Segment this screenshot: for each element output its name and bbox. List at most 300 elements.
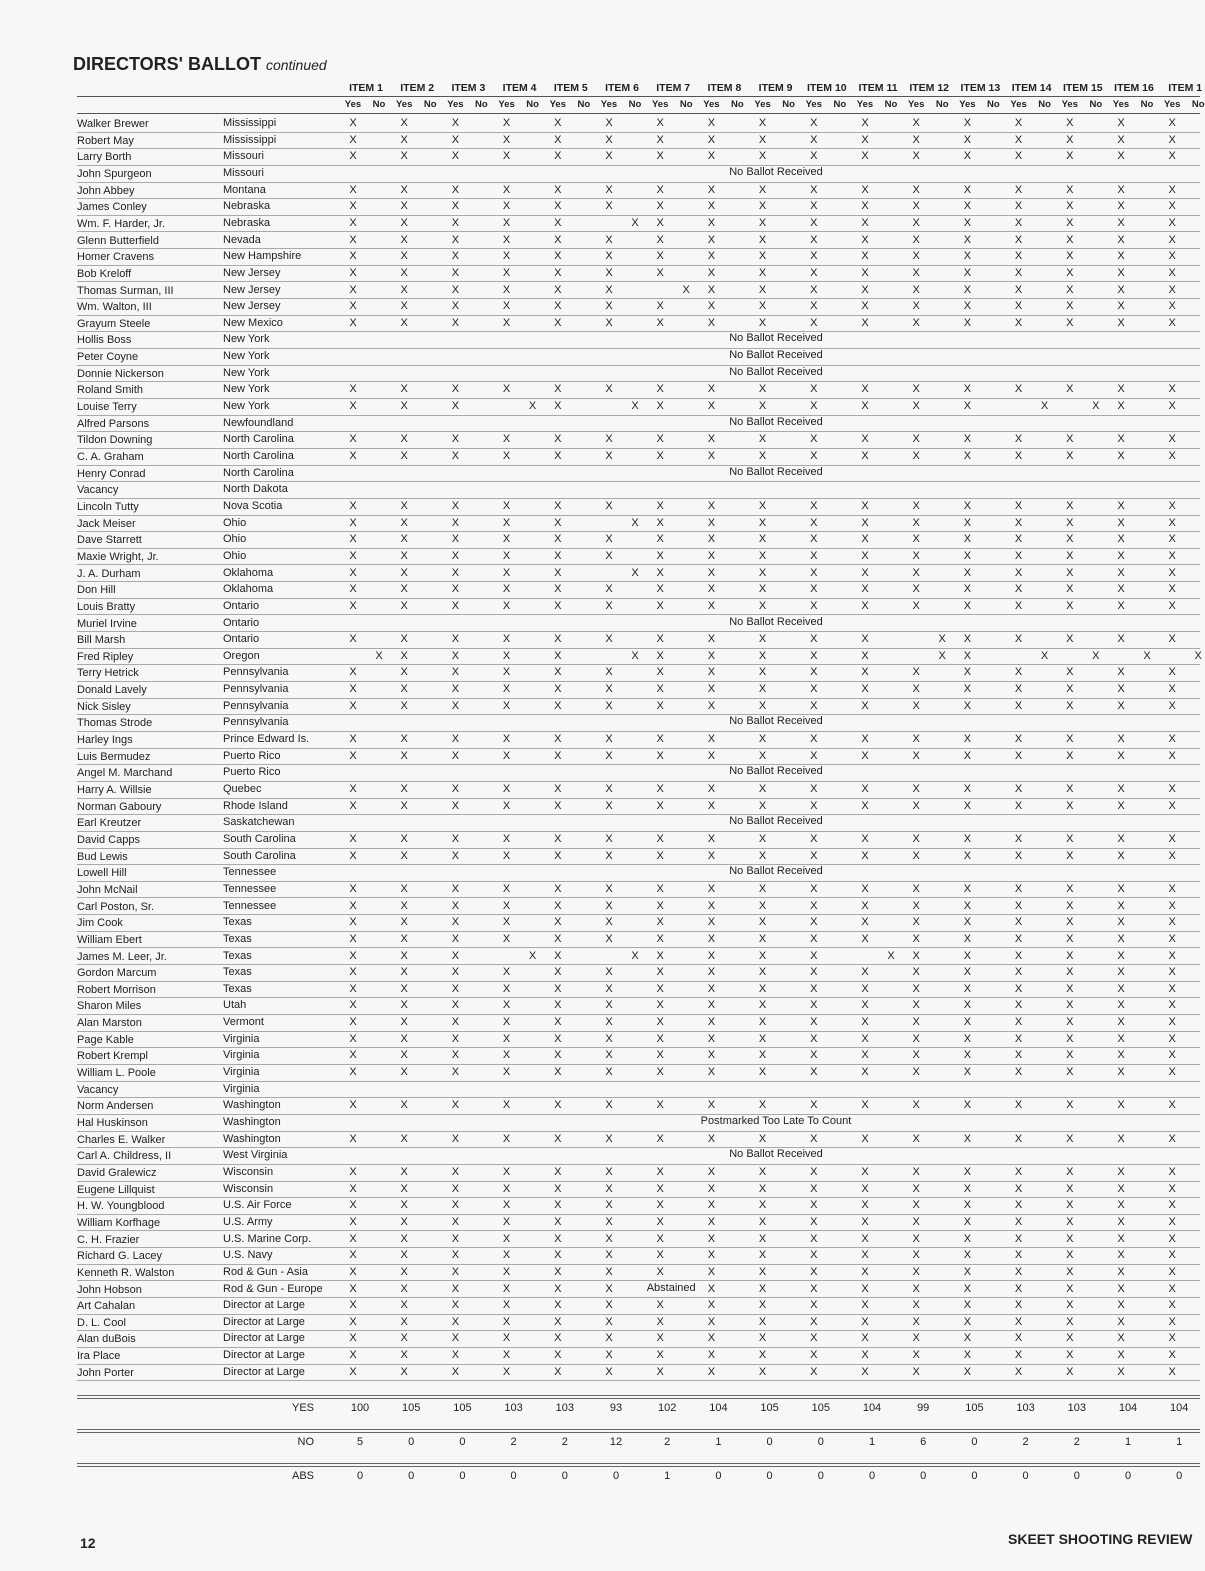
yes-mark: X xyxy=(400,383,408,396)
yes-header: Yes xyxy=(395,99,413,110)
yes-mark: X xyxy=(451,433,460,446)
yes-mark: X xyxy=(963,1215,972,1228)
yes-mark: X xyxy=(554,1032,562,1045)
yes-mark: X xyxy=(707,516,716,529)
yes-mark: X xyxy=(963,1265,972,1278)
director-state: U.S. Navy xyxy=(223,1249,273,1262)
yes-mark: X xyxy=(861,982,869,995)
yes-mark: X xyxy=(1014,183,1023,196)
yes-mark: X xyxy=(349,783,357,795)
yes-mark: X xyxy=(758,599,767,612)
yes-mark: X xyxy=(656,133,664,146)
yes-mark: X xyxy=(810,133,818,146)
yes-mark: X xyxy=(758,117,767,129)
yes-mark: X xyxy=(912,499,920,512)
yes-mark: X xyxy=(1066,799,1074,812)
total-value: 0 xyxy=(1176,1470,1183,1482)
yes-mark: X xyxy=(1117,549,1125,562)
yes-mark: X xyxy=(861,699,869,712)
yes-mark: X xyxy=(963,433,972,446)
yes-mark: X xyxy=(451,799,460,812)
totals-row xyxy=(0,1463,1200,1497)
yes-mark: X xyxy=(1014,799,1023,812)
yes-mark: X xyxy=(502,266,511,279)
yes-mark: X xyxy=(963,932,972,945)
yes-mark: X xyxy=(605,1265,613,1278)
yes-mark: X xyxy=(656,1016,664,1029)
yes-mark: X xyxy=(656,316,664,329)
yes-mark: X xyxy=(554,400,562,413)
yes-mark: X xyxy=(1014,633,1023,646)
no-header: No xyxy=(1140,99,1154,110)
yes-mark: X xyxy=(810,549,818,562)
yes-mark: X xyxy=(707,250,716,263)
yes-mark: X xyxy=(707,1049,716,1062)
yes-mark: X xyxy=(1168,117,1176,129)
yes-mark: X xyxy=(1014,1249,1023,1262)
yes-mark: X xyxy=(656,300,664,313)
yes-mark: X xyxy=(810,966,818,979)
yes-mark: X xyxy=(861,433,869,446)
total-value: 0 xyxy=(612,1470,620,1482)
yes-mark: X xyxy=(1168,966,1176,979)
yes-mark: X xyxy=(605,266,613,279)
yes-mark: X xyxy=(349,932,357,945)
yes-mark: X xyxy=(810,283,818,296)
director-state: Missouri xyxy=(223,150,264,163)
yes-mark: X xyxy=(502,1282,511,1295)
yes-mark: X xyxy=(810,849,818,862)
yes-mark: X xyxy=(810,666,818,679)
yes-mark: X xyxy=(605,1332,613,1345)
yes-mark: X xyxy=(1117,1282,1125,1295)
yes-mark: X xyxy=(605,799,613,812)
yes-mark: X xyxy=(758,1215,767,1228)
yes-mark: X xyxy=(912,849,920,862)
no-mark: X xyxy=(631,400,639,413)
director-name: Kenneth R. Walston xyxy=(77,1266,175,1279)
yes-mark: X xyxy=(1014,1099,1023,1112)
yes-mark: X xyxy=(1117,150,1125,163)
total-value: 0 xyxy=(920,1470,927,1482)
yes-mark: X xyxy=(502,1232,511,1245)
yes-mark: X xyxy=(656,783,664,795)
yes-mark: X xyxy=(707,916,716,929)
total-value: 2 xyxy=(1073,1436,1080,1448)
yes-mark: X xyxy=(963,1199,972,1212)
yes-mark: X xyxy=(758,533,767,546)
yes-mark: X xyxy=(912,916,920,929)
ballot-note: No Ballot Received xyxy=(729,332,823,345)
yes-mark: X xyxy=(810,250,818,263)
yes-mark: X xyxy=(1014,450,1023,462)
yes-mark: X xyxy=(912,932,920,945)
director-name: Hal Huskinson xyxy=(77,1117,148,1129)
yes-mark: X xyxy=(1117,1332,1125,1345)
director-name: Gordon Marcum xyxy=(77,967,157,980)
yes-mark: X xyxy=(1014,1049,1023,1062)
yes-mark: X xyxy=(605,1032,613,1045)
director-name: John Hobson xyxy=(77,1283,142,1296)
table-row xyxy=(0,765,1200,782)
yes-mark: X xyxy=(707,1282,716,1295)
yes-mark: X xyxy=(502,300,511,313)
yes-mark: X xyxy=(605,283,613,296)
abstained-mark: Abstained xyxy=(646,1281,696,1294)
yes-mark: X xyxy=(1117,1132,1125,1145)
yes-mark: X xyxy=(656,699,664,712)
yes-mark: X xyxy=(912,1132,920,1145)
yes-mark: X xyxy=(502,450,511,462)
yes-mark: X xyxy=(349,1165,357,1178)
item-header: ITEM 1 xyxy=(1168,82,1203,94)
yes-mark: X xyxy=(1066,1182,1074,1195)
yes-mark: X xyxy=(1014,499,1023,512)
yes-mark: X xyxy=(400,882,408,895)
yes-mark: X xyxy=(861,1349,869,1362)
yes-mark: X xyxy=(1117,450,1125,462)
yes-mark: X xyxy=(349,1099,357,1112)
yes-mark: X xyxy=(1066,200,1074,213)
yes-mark: X xyxy=(605,849,613,862)
table-row xyxy=(0,1048,1200,1065)
yes-mark: X xyxy=(554,1199,562,1212)
yes-mark: X xyxy=(400,516,408,529)
yes-mark: X xyxy=(400,1299,408,1312)
yes-mark: X xyxy=(1168,799,1176,812)
director-state: New York xyxy=(223,383,270,396)
yes-mark: X xyxy=(810,1132,818,1145)
yes-mark: X xyxy=(1117,799,1125,812)
yes-mark: X xyxy=(1014,266,1023,279)
yes-mark: X xyxy=(912,1032,920,1045)
director-state: Mississippi xyxy=(223,117,277,129)
yes-mark: X xyxy=(707,1232,716,1245)
director-state: Rod & Gun - Europe xyxy=(223,1282,323,1295)
yes-mark: X xyxy=(605,966,613,979)
table-row xyxy=(0,682,1200,699)
yes-mark: X xyxy=(810,649,818,662)
yes-mark: X xyxy=(554,1049,562,1062)
no-mark: X xyxy=(1194,649,1202,662)
yes-mark: X xyxy=(707,316,716,329)
yes-header: Yes xyxy=(1010,99,1027,110)
yes-mark: X xyxy=(451,1032,460,1045)
yes-mark: X xyxy=(707,583,716,596)
yes-mark: X xyxy=(861,117,869,129)
director-name: Bud Lewis xyxy=(77,850,128,863)
yes-mark: X xyxy=(1168,1182,1176,1195)
yes-mark: X xyxy=(1066,1016,1074,1029)
yes-mark: X xyxy=(1014,383,1023,396)
yes-mark: X xyxy=(400,200,408,213)
director-state: Tennessee xyxy=(223,882,277,895)
yes-mark: X xyxy=(656,117,664,129)
yes-mark: X xyxy=(810,1365,818,1378)
director-name: John Porter xyxy=(77,1366,134,1379)
table-row xyxy=(0,1215,1200,1232)
yes-mark: X xyxy=(451,266,460,279)
yes-mark: X xyxy=(554,266,562,279)
header-rule xyxy=(77,96,1200,97)
table-row xyxy=(0,899,1200,916)
director-state: Ohio xyxy=(223,549,247,562)
yes-mark: X xyxy=(810,1282,818,1295)
yes-mark: X xyxy=(1066,733,1074,746)
yes-mark: X xyxy=(1014,949,1023,962)
yes-mark: X xyxy=(656,266,664,279)
yes-mark: X xyxy=(810,183,818,196)
yes-mark: X xyxy=(1014,1265,1023,1278)
total-value: 0 xyxy=(817,1470,824,1482)
yes-mark: X xyxy=(1168,1016,1176,1029)
table-row xyxy=(0,1298,1200,1315)
yes-mark: X xyxy=(1014,666,1023,679)
yes-mark: X xyxy=(605,1182,613,1195)
yes-mark: X xyxy=(1066,1282,1074,1295)
director-name: James M. Leer, Jr. xyxy=(77,950,167,963)
yes-mark: X xyxy=(400,916,408,929)
no-mark: X xyxy=(1040,400,1049,413)
director-state: Ontario xyxy=(223,599,260,612)
yes-mark: X xyxy=(912,316,920,329)
yes-mark: X xyxy=(1014,1282,1023,1295)
yes-mark: X xyxy=(349,583,357,596)
yes-mark: X xyxy=(1168,1099,1176,1112)
yes-mark: X xyxy=(1117,882,1125,895)
yes-mark: X xyxy=(707,150,716,163)
table-row xyxy=(0,599,1200,616)
yes-mark: X xyxy=(451,1182,460,1195)
table-row xyxy=(0,799,1200,816)
yes-mark: X xyxy=(605,233,613,246)
director-name: Nick Sisley xyxy=(77,700,131,713)
yes-mark: X xyxy=(963,1282,972,1295)
no-header: No xyxy=(782,99,795,110)
no-header: No xyxy=(731,99,744,110)
yes-mark: X xyxy=(861,999,869,1012)
yes-header: Yes xyxy=(907,99,925,110)
yes-mark: X xyxy=(451,1016,460,1029)
yes-mark: X xyxy=(810,683,818,696)
total-value: 12 xyxy=(609,1436,623,1448)
director-name: Dave Starrett xyxy=(77,534,142,547)
yes-mark: X xyxy=(554,699,562,712)
yes-mark: X xyxy=(349,450,357,462)
yes-mark: X xyxy=(605,733,613,746)
yes-mark: X xyxy=(912,949,920,962)
item-header: ITEM 11 xyxy=(858,82,898,94)
yes-mark: X xyxy=(1117,516,1125,529)
yes-mark: X xyxy=(656,966,664,979)
yes-mark: X xyxy=(349,982,357,995)
yes-mark: X xyxy=(656,250,664,263)
yes-mark: X xyxy=(963,383,972,396)
yes-mark: X xyxy=(963,266,972,279)
yes-mark: X xyxy=(1168,300,1176,313)
ballot-note: No Ballot Received xyxy=(729,349,823,362)
director-state: Virginia xyxy=(223,1066,260,1079)
yes-mark: X xyxy=(451,383,460,396)
total-value: 105 xyxy=(965,1402,984,1414)
yes-mark: X xyxy=(1117,1032,1125,1045)
total-value: 93 xyxy=(609,1402,623,1414)
yes-mark: X xyxy=(707,849,716,862)
total-value: 2 xyxy=(510,1436,517,1448)
yes-mark: X xyxy=(605,316,613,329)
yes-mark: X xyxy=(1168,683,1176,696)
yes-mark: X xyxy=(810,932,818,945)
yes-mark: X xyxy=(1117,200,1125,213)
table-row xyxy=(0,482,1200,499)
yes-mark: X xyxy=(810,233,818,246)
director-state: Pennsylvania xyxy=(223,716,289,729)
director-name: David Capps xyxy=(77,833,140,846)
yes-mark: X xyxy=(810,117,818,129)
yes-mark: X xyxy=(1168,916,1176,929)
yes-mark: X xyxy=(349,1332,357,1345)
yes-mark: X xyxy=(400,283,408,296)
yes-mark: X xyxy=(502,749,511,762)
yes-mark: X xyxy=(1066,932,1074,945)
yes-mark: X xyxy=(861,1315,869,1328)
yes-mark: X xyxy=(605,1232,613,1245)
director-name: C. H. Frazier xyxy=(77,1233,140,1246)
item-header: ITEM 6 xyxy=(605,82,639,94)
yes-mark: X xyxy=(758,1365,767,1378)
yes-mark: X xyxy=(1014,733,1023,746)
yes-mark: X xyxy=(349,1049,357,1062)
yes-mark: X xyxy=(554,200,562,213)
table-row xyxy=(0,1365,1200,1382)
yes-mark: X xyxy=(349,799,357,812)
yes-mark: X xyxy=(758,932,767,945)
table-row xyxy=(0,832,1200,849)
yes-mark: X xyxy=(810,1215,818,1228)
yes-mark: X xyxy=(554,1365,562,1378)
yes-mark: X xyxy=(707,1066,716,1079)
yes-mark: X xyxy=(656,599,664,612)
yes-mark: X xyxy=(1066,450,1074,462)
yes-mark: X xyxy=(758,383,767,396)
director-state: New Jersey xyxy=(223,283,281,296)
total-value: 103 xyxy=(504,1402,523,1414)
yes-mark: X xyxy=(554,533,562,546)
yes-mark: X xyxy=(349,433,357,446)
yes-mark: X xyxy=(656,849,664,862)
director-state: Tennessee xyxy=(223,899,277,912)
yes-header: Yes xyxy=(1112,99,1130,110)
ballot-note: Postmarked Too Late To Count xyxy=(700,1115,852,1127)
director-name: Muriel Irvine xyxy=(77,617,137,630)
yes-mark: X xyxy=(554,283,562,296)
director-state: Director at Large xyxy=(223,1349,305,1362)
yes-mark: X xyxy=(861,316,869,329)
yes-mark: X xyxy=(861,283,869,296)
page-title xyxy=(73,54,327,75)
yes-mark: X xyxy=(1066,283,1074,296)
yes-mark: X xyxy=(707,566,716,579)
yes-mark: X xyxy=(1117,966,1125,979)
yes-mark: X xyxy=(1014,583,1023,596)
yes-mark: X xyxy=(1014,566,1023,579)
director-name: H. W. Youngblood xyxy=(77,1200,165,1213)
director-name: William Korfhage xyxy=(77,1216,161,1229)
yes-mark: X xyxy=(963,1016,972,1029)
director-name: Norman Gaboury xyxy=(77,800,162,813)
yes-mark: X xyxy=(810,433,818,446)
magazine-name: SKEET SHOOTING REVIEW xyxy=(1008,1531,1193,1547)
yes-mark: X xyxy=(912,283,920,296)
yes-mark: X xyxy=(912,1249,920,1262)
yes-mark: X xyxy=(912,1232,920,1245)
table-row xyxy=(0,1032,1200,1049)
yes-mark: X xyxy=(912,882,920,895)
yes-mark: X xyxy=(554,300,562,313)
yes-mark: X xyxy=(451,1349,460,1362)
yes-mark: X xyxy=(349,899,357,912)
yes-mark: X xyxy=(451,499,460,512)
yes-mark: X xyxy=(1168,200,1176,213)
director-name: Glenn Butterfield xyxy=(77,234,159,247)
yes-mark: X xyxy=(605,982,613,995)
director-state: Tennessee xyxy=(223,866,277,879)
yes-mark: X xyxy=(912,999,920,1012)
yes-header: Yes xyxy=(856,99,874,110)
director-state: Nova Scotia xyxy=(223,499,283,512)
yes-mark: X xyxy=(861,233,869,246)
yes-mark: X xyxy=(1014,1315,1023,1328)
item-header: ITEM 1 xyxy=(349,82,383,94)
yes-mark: X xyxy=(861,1049,869,1062)
yes-mark: X xyxy=(502,1132,511,1145)
yes-mark: X xyxy=(554,733,562,746)
table-row xyxy=(0,183,1200,200)
yes-mark: X xyxy=(912,1332,920,1345)
director-state: North Carolina xyxy=(223,466,294,479)
yes-header: Yes xyxy=(1163,99,1181,110)
yes-mark: X xyxy=(1014,1032,1023,1045)
row-rule xyxy=(77,1380,1200,1381)
yes-mark: X xyxy=(1117,1182,1125,1195)
yes-mark: X xyxy=(451,233,460,246)
yes-mark: X xyxy=(349,666,357,679)
director-state: Ohio xyxy=(223,533,247,546)
yes-mark: X xyxy=(656,383,664,396)
total-value: 104 xyxy=(1170,1402,1189,1414)
yes-mark: X xyxy=(810,633,818,646)
yes-mark: X xyxy=(400,932,408,945)
director-name: James Conley xyxy=(77,201,147,214)
yes-mark: X xyxy=(1066,1032,1074,1045)
yes-mark: X xyxy=(656,683,664,696)
yes-header: Yes xyxy=(703,99,720,110)
yes-mark: X xyxy=(810,583,818,596)
yes-mark: X xyxy=(349,882,357,895)
director-state: Director at Large xyxy=(223,1332,305,1345)
table-row xyxy=(0,915,1200,932)
yes-mark: X xyxy=(349,749,357,762)
total-value: 0 xyxy=(766,1470,773,1482)
yes-mark: X xyxy=(400,216,408,229)
yes-mark: X xyxy=(349,533,357,546)
yes-mark: X xyxy=(656,1165,664,1178)
yes-mark: X xyxy=(1117,633,1125,646)
totals-rule xyxy=(77,1432,1200,1433)
yes-mark: X xyxy=(554,916,562,929)
total-value: 2 xyxy=(664,1436,671,1448)
item-header: ITEM 7 xyxy=(656,82,691,94)
